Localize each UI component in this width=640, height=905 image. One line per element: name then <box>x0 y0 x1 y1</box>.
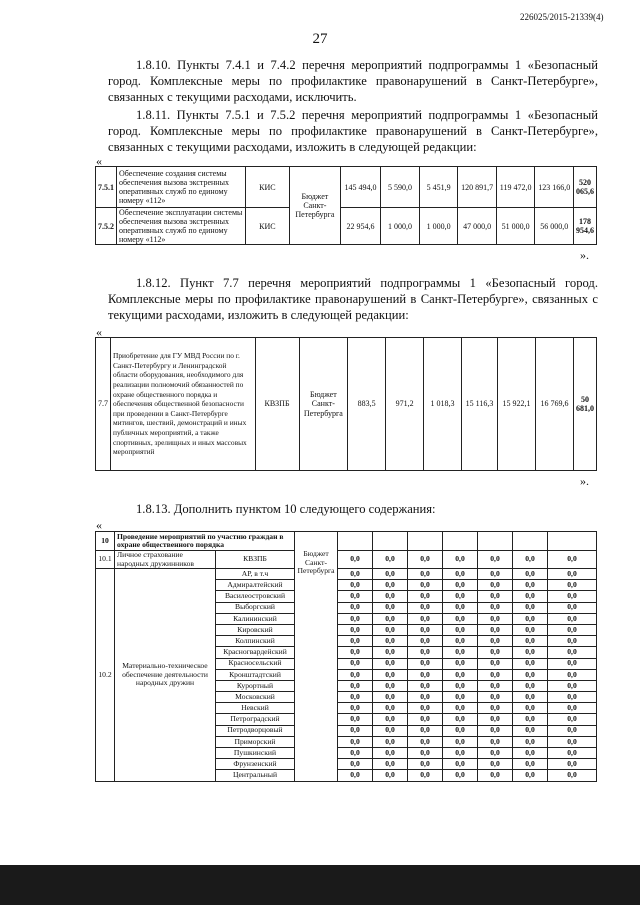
value-cell: 0,0 <box>548 725 597 736</box>
value-cell: 883,5 <box>348 338 386 471</box>
district-name: Кировский <box>216 624 295 635</box>
value-cell: 0,0 <box>513 624 548 635</box>
value-cell: 0,0 <box>408 624 443 635</box>
table-row <box>96 208 597 245</box>
district-name: Пушкинский <box>216 748 295 759</box>
value-cell: 0,0 <box>373 658 408 669</box>
paragraph-1-8-10: 1.8.10. Пункты 7.4.1 и 7.4.2 перечня мероприятий подпрограммы 1 «Безопасный город. Комплексные меры по профилактике правонарушений в Санкт-Петербурге», связанных с текущими расходами, исключить. <box>108 58 598 104</box>
total-cell: 520 065,6 <box>574 167 597 208</box>
value-cell: 0,0 <box>443 647 478 658</box>
value-cell: 0,0 <box>338 591 373 602</box>
district-name: Петродворцовый <box>216 725 295 736</box>
quote-open: « <box>96 518 102 532</box>
value-cell: 0,0 <box>513 759 548 770</box>
value-cell: 0,0 <box>548 591 597 602</box>
district-name: Красногвардейский <box>216 647 295 658</box>
scan-border <box>0 865 640 905</box>
value-cell: 0,0 <box>408 669 443 680</box>
value-cell: 0,0 <box>478 680 513 691</box>
funding-source: Бюджет Санкт-Петербурга <box>290 167 341 245</box>
value-cell: 0,0 <box>408 770 443 781</box>
district-name: Приморский <box>216 736 295 747</box>
table-10-body <box>96 532 597 782</box>
value-cell: 0,0 <box>478 759 513 770</box>
district-name: Выборгский <box>216 602 295 613</box>
measure-name: Обеспечение эксплуатации системы обеспечения вызова экстренных оперативных служб по единому номеру «112» <box>117 208 246 245</box>
value-cell: 0,0 <box>373 770 408 781</box>
district-name: Колпинский <box>216 636 295 647</box>
value-cell: 0,0 <box>373 714 408 725</box>
funding-source: Бюджет Санкт-Петербурга <box>295 532 338 782</box>
value-cell: 47 000,0 <box>458 208 497 245</box>
value-cell: 0,0 <box>478 714 513 725</box>
value-cell: 0,0 <box>443 770 478 781</box>
paragraph-1-8-13: 1.8.13. Дополнить пунктом 10 следующего содержания: <box>136 502 436 516</box>
executor: КВЗПБ <box>216 551 295 569</box>
measure-name: Обеспечение создания системы обеспечения вызова экстренных оперативных служб по единому номеру «112» <box>117 167 246 208</box>
value-cell: 0,0 <box>373 591 408 602</box>
value-cell: 1 018,3 <box>424 338 462 471</box>
row-number: 7.5.1 <box>96 167 117 208</box>
measure-name: Материально-техническое обеспечение деятельности народных дружин <box>115 569 216 782</box>
total-cell: 178 954,6 <box>574 208 597 245</box>
value-cell: 0,0 <box>373 624 408 635</box>
district-name: Василеостровский <box>216 591 295 602</box>
table-10 <box>95 531 597 782</box>
table-row <box>96 338 597 471</box>
district-name: Красносельский <box>216 658 295 669</box>
value-cell: 0,0 <box>338 580 373 591</box>
value-cell: 0,0 <box>373 551 408 569</box>
value-cell: 0,0 <box>548 669 597 680</box>
value-cell: 0,0 <box>443 714 478 725</box>
value-cell: 0,0 <box>408 703 443 714</box>
table-row <box>96 167 597 208</box>
value-cell: 0,0 <box>548 647 597 658</box>
value-cell: 0,0 <box>408 636 443 647</box>
value-cell: 119 472,0 <box>496 167 535 208</box>
value-cell: 0,0 <box>338 647 373 658</box>
district-name: Московский <box>216 692 295 703</box>
table-row <box>96 551 597 569</box>
value-cell: 0,0 <box>338 669 373 680</box>
value-cell: 0,0 <box>408 613 443 624</box>
value-cell: 0,0 <box>373 580 408 591</box>
district-name: Центральный <box>216 770 295 781</box>
quote-close: ». <box>580 248 589 262</box>
value-cell: 0,0 <box>408 680 443 691</box>
row-number: 10.1 <box>96 551 115 569</box>
value-cell: 0,0 <box>443 658 478 669</box>
value-cell: 0,0 <box>548 580 597 591</box>
measure-name: Личное страхование народных дружинников <box>115 551 216 569</box>
value-cell: 0,0 <box>513 770 548 781</box>
value-cell: 0,0 <box>443 748 478 759</box>
value-cell: 0,0 <box>548 703 597 714</box>
value-cell: 0,0 <box>513 569 548 580</box>
district-name: Петроградский <box>216 714 295 725</box>
value-cell: 0,0 <box>548 770 597 781</box>
value-cell: 1 000,0 <box>419 208 458 245</box>
value-cell: 0,0 <box>338 569 373 580</box>
value-cell: 5 451,9 <box>419 167 458 208</box>
value-cell: 0,0 <box>548 680 597 691</box>
value-cell: 0,0 <box>513 736 548 747</box>
value-cell: 0,0 <box>478 725 513 736</box>
row-number: 7.7 <box>96 338 111 471</box>
value-cell: 0,0 <box>478 647 513 658</box>
quote-close: ». <box>580 474 589 488</box>
value-cell: 0,0 <box>513 714 548 725</box>
district-name: Кронштадтский <box>216 669 295 680</box>
district-name: АР, в т.ч <box>216 569 295 580</box>
district-name: Невский <box>216 703 295 714</box>
paragraph-1-8-11: 1.8.11. Пункты 7.5.1 и 7.5.2 перечня мероприятий подпрограммы 1 «Безопасный город. Комплексные меры по профилактике правонарушений в Санкт-Петербурге», связанных с текущими расходами, изложить в следующей редакции: <box>108 108 598 154</box>
value-cell: 0,0 <box>478 692 513 703</box>
paragraph-1-8-12: 1.8.12. Пункт 7.7 перечня мероприятий подпрограммы 1 «Безопасный город. Комплексные меры по профилактике правонарушений в Санкт-Петербурге», связанных с текущими расходами, изложить в следующей редакции: <box>108 276 598 322</box>
value-cell: 0,0 <box>548 658 597 669</box>
value-cell: 1 000,0 <box>381 208 420 245</box>
value-cell: 0,0 <box>338 624 373 635</box>
value-cell: 5 590,0 <box>381 167 420 208</box>
value-cell: 0,0 <box>373 569 408 580</box>
quote-open: « <box>96 154 102 168</box>
section-title: Проведение мероприятий по участию граждан в охране общественного порядка <box>115 532 295 551</box>
value-cell: 0,0 <box>443 669 478 680</box>
value-cell: 0,0 <box>408 602 443 613</box>
value-cell: 0,0 <box>513 636 548 647</box>
value-cell: 0,0 <box>338 759 373 770</box>
value-cell: 0,0 <box>513 647 548 658</box>
value-cell: 0,0 <box>373 692 408 703</box>
value-cell: 0,0 <box>548 692 597 703</box>
value-cell: 0,0 <box>338 736 373 747</box>
executor: КВЗПБ <box>255 338 299 471</box>
table-row <box>96 532 597 551</box>
value-cell: 15 922,1 <box>498 338 536 471</box>
document-id: 226025/2015-21339(4) <box>520 12 604 22</box>
value-cell: 0,0 <box>373 759 408 770</box>
value-cell: 0,0 <box>513 580 548 591</box>
quote-open: « <box>96 325 102 339</box>
value-cell: 0,0 <box>338 714 373 725</box>
value-cell: 0,0 <box>478 613 513 624</box>
district-name: Курортный <box>216 680 295 691</box>
value-cell: 0,0 <box>513 669 548 680</box>
value-cell: 0,0 <box>478 669 513 680</box>
value-cell: 0,0 <box>443 591 478 602</box>
value-cell: 0,0 <box>443 636 478 647</box>
value-cell: 0,0 <box>338 680 373 691</box>
value-cell: 0,0 <box>338 613 373 624</box>
value-cell: 0,0 <box>443 680 478 691</box>
value-cell: 0,0 <box>373 647 408 658</box>
value-cell: 0,0 <box>478 551 513 569</box>
value-cell: 0,0 <box>478 580 513 591</box>
value-cell: 145 494,0 <box>340 167 380 208</box>
value-cell: 0,0 <box>338 703 373 714</box>
value-cell: 0,0 <box>338 725 373 736</box>
value-cell: 0,0 <box>478 591 513 602</box>
value-cell: 120 891,7 <box>458 167 497 208</box>
value-cell: 0,0 <box>443 569 478 580</box>
value-cell: 0,0 <box>338 748 373 759</box>
value-cell: 0,0 <box>338 602 373 613</box>
value-cell: 0,0 <box>443 613 478 624</box>
value-cell: 0,0 <box>548 602 597 613</box>
table-7-5 <box>95 166 597 245</box>
value-cell: 971,2 <box>386 338 424 471</box>
value-cell: 0,0 <box>513 725 548 736</box>
value-cell: 0,0 <box>478 569 513 580</box>
value-cell: 0,0 <box>548 551 597 569</box>
value-cell: 0,0 <box>443 736 478 747</box>
value-cell: 0,0 <box>443 551 478 569</box>
value-cell: 0,0 <box>548 569 597 580</box>
value-cell: 0,0 <box>373 736 408 747</box>
executor: КИС <box>245 208 289 245</box>
value-cell: 0,0 <box>443 692 478 703</box>
total-cell: 50 681,0 <box>574 338 597 471</box>
value-cell: 0,0 <box>408 591 443 602</box>
value-cell: 0,0 <box>338 770 373 781</box>
row-number: 10.2 <box>96 569 115 782</box>
value-cell: 0,0 <box>373 669 408 680</box>
value-cell: 0,0 <box>513 703 548 714</box>
value-cell: 0,0 <box>408 569 443 580</box>
value-cell: 0,0 <box>478 602 513 613</box>
district-name: Калининский <box>216 613 295 624</box>
value-cell: 0,0 <box>373 725 408 736</box>
value-cell: 0,0 <box>548 736 597 747</box>
value-cell: 0,0 <box>478 736 513 747</box>
value-cell: 0,0 <box>513 748 548 759</box>
value-cell: 0,0 <box>548 624 597 635</box>
value-cell: 0,0 <box>373 680 408 691</box>
value-cell: 0,0 <box>478 703 513 714</box>
value-cell: 0,0 <box>373 602 408 613</box>
value-cell: 0,0 <box>443 602 478 613</box>
value-cell: 0,0 <box>478 748 513 759</box>
value-cell: 0,0 <box>548 759 597 770</box>
row-number: 7.5.2 <box>96 208 117 245</box>
value-cell: 0,0 <box>408 748 443 759</box>
value-cell: 0,0 <box>408 692 443 703</box>
value-cell: 0,0 <box>513 680 548 691</box>
value-cell: 0,0 <box>408 736 443 747</box>
value-cell: 0,0 <box>443 703 478 714</box>
value-cell: 0,0 <box>408 580 443 591</box>
table-7-7 <box>95 337 597 471</box>
value-cell: 16 769,6 <box>535 338 573 471</box>
value-cell: 0,0 <box>478 658 513 669</box>
value-cell: 0,0 <box>513 591 548 602</box>
value-cell: 0,0 <box>548 748 597 759</box>
value-cell: 0,0 <box>443 624 478 635</box>
value-cell: 0,0 <box>338 692 373 703</box>
page-number: 27 <box>312 31 328 47</box>
funding-source: Бюджет Санкт-Петербурга <box>299 338 348 471</box>
value-cell: 0,0 <box>373 636 408 647</box>
value-cell: 0,0 <box>548 714 597 725</box>
table-row <box>96 569 597 580</box>
value-cell: 0,0 <box>373 703 408 714</box>
value-cell: 0,0 <box>478 636 513 647</box>
value-cell: 0,0 <box>338 658 373 669</box>
value-cell: 0,0 <box>443 725 478 736</box>
measure-name: Приобретение для ГУ МВД России по г. Санкт-Петербургу и Ленинградской области оборудования, необходимого для реализации полномочий обязанностей по охране общественного порядка и обеспечения общественной безопасности при проведении в Санкт-Петербурге митингов, шествий, демонстраций и иных публичных мероприятий, а также спортивных, зрелищных и иных массовых мероприятий <box>111 338 256 471</box>
value-cell: 0,0 <box>373 748 408 759</box>
value-cell: 0,0 <box>408 658 443 669</box>
value-cell: 15 116,3 <box>462 338 498 471</box>
executor: КИС <box>245 167 289 208</box>
value-cell: 123 166,0 <box>535 167 574 208</box>
value-cell: 0,0 <box>373 613 408 624</box>
value-cell: 22 954,6 <box>340 208 380 245</box>
district-name: Адмиралтейский <box>216 580 295 591</box>
value-cell: 0,0 <box>548 636 597 647</box>
value-cell: 0,0 <box>513 602 548 613</box>
value-cell: 0,0 <box>478 624 513 635</box>
value-cell: 0,0 <box>408 725 443 736</box>
value-cell: 0,0 <box>408 714 443 725</box>
value-cell: 0,0 <box>548 613 597 624</box>
value-cell: 0,0 <box>513 551 548 569</box>
value-cell: 0,0 <box>338 636 373 647</box>
row-number: 10 <box>96 532 115 551</box>
value-cell: 0,0 <box>513 613 548 624</box>
value-cell: 0,0 <box>338 551 373 569</box>
value-cell: 0,0 <box>408 759 443 770</box>
value-cell: 0,0 <box>513 658 548 669</box>
value-cell: 0,0 <box>443 580 478 591</box>
value-cell: 0,0 <box>443 759 478 770</box>
district-name: Фрунзенский <box>216 759 295 770</box>
value-cell: 0,0 <box>478 770 513 781</box>
value-cell: 0,0 <box>408 647 443 658</box>
value-cell: 56 000,0 <box>535 208 574 245</box>
value-cell: 51 000,0 <box>496 208 535 245</box>
value-cell: 0,0 <box>513 692 548 703</box>
value-cell: 0,0 <box>408 551 443 569</box>
